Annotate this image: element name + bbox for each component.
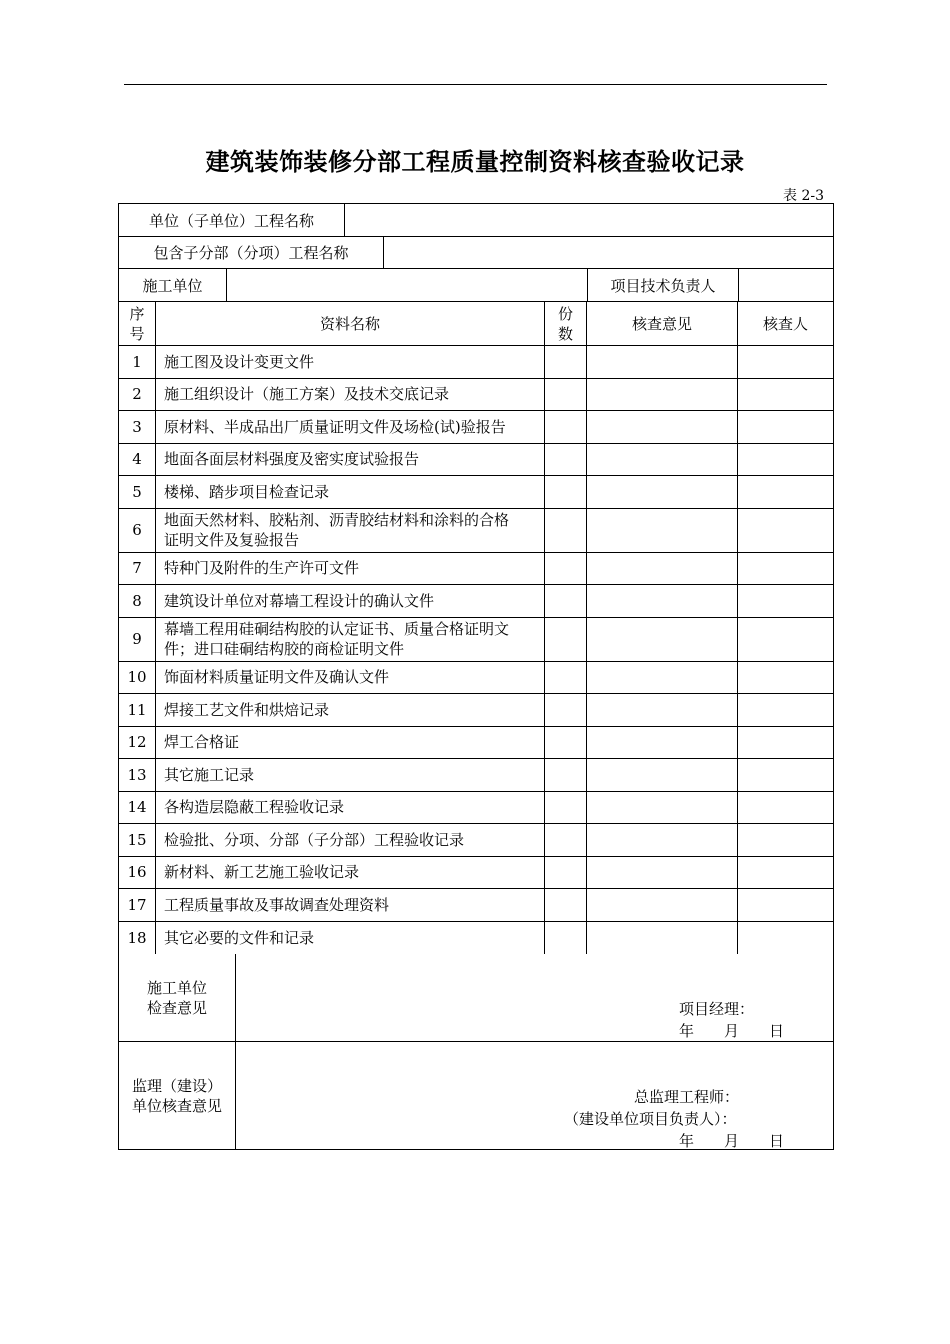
document-name (156, 759, 545, 791)
copies-cell[interactable] (545, 379, 587, 411)
document-name-line: 其它施工记录 (164, 765, 255, 784)
checker-cell[interactable] (738, 509, 833, 552)
document-name (156, 618, 545, 661)
top-rule (124, 84, 827, 85)
checker-cell[interactable] (738, 553, 833, 585)
checker-cell[interactable] (738, 411, 833, 443)
row-number: 9 (119, 618, 156, 661)
document-name-line: 各构造层隐蔽工程验收记录 (164, 798, 345, 817)
copies-cell[interactable] (545, 346, 587, 378)
column-header-checker: 核查人 (762, 315, 808, 333)
row-number: 13 (119, 759, 156, 791)
unit-project-field[interactable] (345, 204, 833, 236)
row-number: 1 (119, 346, 156, 378)
document-name (156, 553, 545, 585)
chief-engineer-label: 总监理工程师： (634, 1088, 740, 1106)
opinion-cell[interactable] (587, 662, 738, 694)
checker-cell[interactable] (738, 727, 833, 759)
contractor-check-label-line-1: 施工单位 (146, 978, 207, 997)
document-name-line: 件；进口硅硐结构胶的商检证明文件 (164, 640, 405, 658)
table-row (119, 792, 833, 825)
checker-cell[interactable] (738, 444, 833, 476)
copies-cell[interactable] (545, 792, 587, 824)
row-number: 4 (119, 444, 156, 476)
row-number: 14 (119, 792, 156, 824)
document-name-line: 幕墙工程用硅硐结构胶的认定证书、质量合格证明文 (164, 620, 510, 638)
copies-cell[interactable] (545, 411, 587, 443)
document-name (156, 889, 545, 921)
document-name (156, 727, 545, 759)
row-number: 17 (119, 889, 156, 921)
table-row (119, 694, 833, 727)
contractor-check-row (119, 954, 833, 1042)
checker-cell[interactable] (738, 585, 833, 617)
copies-cell[interactable] (545, 922, 587, 955)
column-header-copies-line-1: 份 (557, 304, 573, 323)
owner-representative-label: （建设单位项目负责人）： (564, 1110, 737, 1128)
copies-cell[interactable] (545, 509, 587, 552)
copies-cell[interactable] (545, 824, 587, 856)
contractor-field[interactable] (227, 269, 588, 301)
table-row (119, 922, 833, 955)
opinion-cell[interactable] (587, 618, 738, 661)
document-name-line: 建筑设计单位对幕墙工程设计的确认文件 (164, 591, 435, 610)
opinion-cell[interactable] (587, 694, 738, 726)
supervisor-check-label-line-1: 监理（建设） (131, 1076, 222, 1095)
checker-cell[interactable] (738, 824, 833, 856)
opinion-cell[interactable] (587, 889, 738, 921)
copies-cell[interactable] (545, 585, 587, 617)
copies-cell[interactable] (545, 553, 587, 585)
checker-cell[interactable] (738, 857, 833, 889)
row-number: 6 (119, 509, 156, 552)
document-name-line: 焊接工艺文件和烘焙记录 (164, 700, 330, 719)
contractor-label: 施工单位 (119, 269, 227, 301)
opinion-cell[interactable] (587, 346, 738, 378)
checker-cell[interactable] (738, 476, 833, 508)
unit-project-row (119, 204, 833, 237)
document-name (156, 444, 545, 476)
opinion-cell[interactable] (587, 824, 738, 856)
opinion-cell[interactable] (587, 759, 738, 791)
copies-cell[interactable] (545, 694, 587, 726)
row-number: 2 (119, 379, 156, 411)
project-manager-label: 项目经理： (679, 1000, 755, 1018)
opinion-cell[interactable] (587, 585, 738, 617)
document-name-line: 工程质量事故及事故调查处理资料 (164, 895, 390, 914)
sub-project-row (119, 237, 833, 269)
document-name-line: 施工组织设计（施工方案）及技术交底记录 (164, 385, 450, 404)
document-name-line: 地面天然材料、胶粘剂、沥青胶结材料和涂料的合格 (164, 511, 510, 529)
document-name-line: 新材料、新工艺施工验收记录 (164, 863, 360, 882)
document-title: 建筑装饰装修分部工程质量控制资料核查验收记录 (205, 148, 745, 176)
document-name-line: 楼梯、踏步项目检查记录 (164, 482, 330, 501)
column-header-seq (119, 302, 156, 345)
column-header-name: 资料名称 (156, 302, 545, 345)
opinion-cell[interactable] (587, 379, 738, 411)
table-row (119, 553, 833, 586)
row-number: 3 (119, 411, 156, 443)
sub-project-label: 包含子分部（分项）工程名称 (119, 237, 384, 268)
table-row (119, 444, 833, 477)
document-name (156, 857, 545, 889)
opinion-cell[interactable] (587, 922, 738, 955)
checker-cell[interactable] (738, 792, 833, 824)
row-number: 16 (119, 857, 156, 889)
document-name-line: 施工图及设计变更文件 (164, 352, 315, 371)
document-name-line: 检验批、分项、分部（子分部）工程验收记录 (164, 830, 465, 849)
document-name (156, 824, 545, 856)
copies-cell[interactable] (545, 444, 587, 476)
checker-cell[interactable] (738, 889, 833, 921)
table-row (119, 889, 833, 922)
checker-cell[interactable] (738, 662, 833, 694)
document-name (156, 509, 545, 552)
table-row (119, 824, 833, 857)
table-row (119, 727, 833, 760)
row-number: 5 (119, 476, 156, 508)
sub-project-field[interactable] (384, 237, 833, 268)
table-row (119, 509, 833, 553)
opinion-cell[interactable] (587, 792, 738, 824)
checker-cell[interactable] (738, 379, 833, 411)
document-name-line: 饰面材料质量证明文件及确认文件 (164, 668, 390, 687)
checker-cell[interactable] (738, 694, 833, 726)
column-header-seq-line-1: 序 (129, 304, 145, 323)
document-name (156, 346, 545, 378)
row-number: 15 (119, 824, 156, 856)
document-name (156, 694, 545, 726)
copies-cell[interactable] (545, 662, 587, 694)
copies-cell[interactable] (545, 759, 587, 791)
copies-cell[interactable] (545, 727, 587, 759)
supervisor-date-label: 年 月 日 (679, 1132, 785, 1149)
document-name (156, 411, 545, 443)
table-row (119, 662, 833, 695)
supervisor-check-label (119, 1042, 236, 1149)
copies-cell[interactable] (545, 857, 587, 889)
opinion-cell[interactable] (587, 553, 738, 585)
unit-project-label: 单位（子单位）工程名称 (119, 204, 345, 236)
contractor-date-label: 年 月 日 (679, 1022, 785, 1040)
row-number: 10 (119, 662, 156, 694)
table-row (119, 759, 833, 792)
table-number: 表 2-3 (783, 188, 824, 204)
copies-cell[interactable] (545, 889, 587, 921)
checker-cell[interactable] (738, 759, 833, 791)
document-name-line: 特种门及附件的生产许可文件 (164, 559, 360, 578)
column-header-seq-line-2: 号 (129, 324, 145, 343)
column-header-copies (545, 302, 587, 345)
opinion-cell[interactable] (587, 444, 738, 476)
tech-lead-field[interactable] (739, 269, 833, 301)
supervisor-check-row (119, 1042, 833, 1149)
document-name-line: 证明文件及复验报告 (164, 531, 300, 549)
opinion-cell[interactable] (587, 509, 738, 552)
copies-cell[interactable] (545, 618, 587, 661)
checker-cell[interactable] (738, 346, 833, 378)
table-row (119, 618, 833, 662)
row-number: 7 (119, 553, 156, 585)
supervisor-check-area[interactable] (236, 1042, 833, 1149)
table-row (119, 476, 833, 509)
document-name (156, 476, 545, 508)
opinion-cell[interactable] (587, 727, 738, 759)
contractor-check-label (119, 954, 236, 1041)
row-number: 18 (119, 922, 156, 955)
opinion-cell[interactable] (587, 411, 738, 443)
contractor-check-area[interactable] (236, 954, 833, 1041)
table-row (119, 379, 833, 412)
supervisor-check-label-line-2: 单位核查意见 (131, 1096, 222, 1115)
column-header-opinion: 核查意见 (587, 302, 738, 345)
row-number: 12 (119, 727, 156, 759)
row-number: 11 (119, 694, 156, 726)
copies-cell[interactable] (545, 476, 587, 508)
tech-lead-label: 项目技术负责人 (588, 269, 739, 301)
column-header-row (119, 302, 833, 346)
table-row (119, 585, 833, 618)
checker-cell[interactable] (738, 618, 833, 661)
column-header-copies-line-2: 数 (557, 324, 573, 343)
document-name-line: 地面各面层材料强度及密实度试验报告 (164, 450, 420, 469)
checker-cell[interactable] (738, 922, 833, 955)
item-rows (119, 346, 833, 954)
contractor-row (119, 269, 833, 302)
document-name (156, 662, 545, 694)
row-number: 8 (119, 585, 156, 617)
document-name-line: 其它必要的文件和记录 (164, 928, 315, 947)
document-name (156, 922, 545, 955)
table-row (119, 857, 833, 890)
opinion-cell[interactable] (587, 857, 738, 889)
contractor-check-label-line-2: 检查意见 (146, 998, 207, 1017)
document-name (156, 792, 545, 824)
document-name (156, 379, 545, 411)
document-name-line: 原材料、半成品出厂质量证明文件及场检(试)验报告 (164, 417, 506, 436)
table-row (119, 346, 833, 379)
inspection-table (118, 203, 834, 1150)
document-name (156, 585, 545, 617)
opinion-cell[interactable] (587, 476, 738, 508)
document-name-line: 焊工合格证 (164, 733, 240, 752)
table-row (119, 411, 833, 444)
